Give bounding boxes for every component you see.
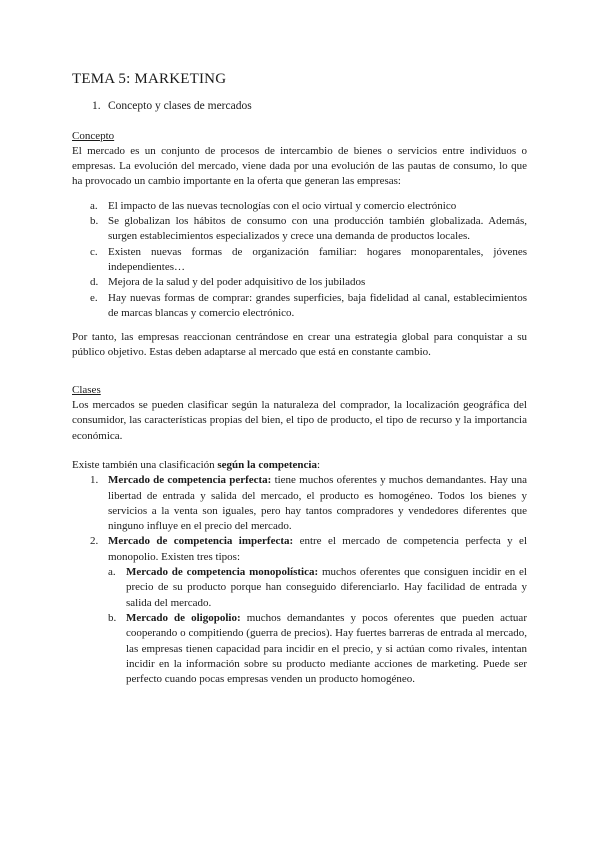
section-label: Concepto y clases de mercados bbox=[108, 100, 252, 113]
list-marker: 2. bbox=[90, 535, 99, 548]
clases-intro: Los mercados se pueden clasificar según la naturaleza del comprador, la localización geográfica del consumidor, las características propias del bien, el tipo de producto, el tipo de recurso y la importancia económica. bbox=[72, 399, 527, 442]
clases-heading: Clases bbox=[72, 383, 101, 396]
list-item-text: entre el mercado de competencia perfecta y el monopolio. Existen tres tipos: bbox=[108, 535, 528, 563]
sublist-item-text: muchos demandantes y pocos oferentes que pueden actuar cooperando o compitiendo (guerra de precios). Hay fuertes barreras de entrada al mercado, las empresas tienen capacidad para incidir en el precio, y si actúan como rivales, intentan incidir en la información sobre su producto mediante acciones de marketing. Puede ser perfecto cuando pocas empresas venden un producto homogéneo. bbox=[126, 611, 527, 686]
concepto-list bbox=[72, 199, 527, 321]
sublist-item-term: Mercado de oligopolio: bbox=[126, 611, 241, 624]
list-item-text: Mejora de la salud y del poder adquisitivo de los jubilados bbox=[108, 276, 366, 289]
section-number: 1. bbox=[92, 100, 101, 113]
list-item bbox=[90, 291, 527, 322]
list-item bbox=[90, 534, 527, 565]
list-item bbox=[90, 245, 527, 276]
list-item bbox=[90, 275, 527, 290]
page-title: TEMA 5: MARKETING bbox=[72, 71, 227, 87]
list-marker: a. bbox=[90, 199, 98, 212]
list-item bbox=[90, 214, 527, 245]
competencia-end: : bbox=[317, 458, 321, 471]
list-item-text: Se globalizan los hábitos de consumo con una producción también globalizada. Además, surgen establecimientos especializados y crece una demanda de productos locales. bbox=[108, 215, 527, 243]
document-page bbox=[72, 72, 527, 687]
sublist-marker: a. bbox=[108, 566, 116, 579]
competencia-sublist bbox=[72, 565, 527, 687]
sublist-item bbox=[108, 565, 527, 611]
sublist-marker: b. bbox=[108, 611, 117, 624]
sublist-item-text: muchos oferentes que consiguen incidir en el precio de su producto porque han conseguido diferenciarlo. Hay facilidad de entrada y salida del mercado. bbox=[126, 566, 527, 609]
list-marker: c. bbox=[90, 245, 98, 258]
competencia-bold: según la competencia bbox=[217, 458, 317, 471]
concepto-heading: Concepto bbox=[72, 129, 115, 142]
concepto-intro: El mercado es un conjunto de procesos de intercambio de bienes o servicios entre individuos o empresas. La evolución del mercado, viene dada por una evolución de las pautas de consumo, lo que ha provocado un cambio importante en la oferta que generan las empresas: bbox=[72, 144, 527, 188]
concepto-conclusion: Por tanto, las empresas reaccionan centrándose en crear una estrategia global para conquistar a su público objetivo. Estas deben adaptarse al mercado que está en constante cambio. bbox=[72, 331, 527, 359]
list-marker: b. bbox=[90, 215, 99, 228]
list-marker: d. bbox=[90, 276, 99, 289]
list-item bbox=[90, 199, 527, 214]
competencia-lead: Existe también una clasificación bbox=[72, 458, 218, 471]
list-marker: 1. bbox=[90, 474, 99, 487]
list-item-text: El impacto de las nuevas tecnologías con el ocio virtual y comercio electrónico bbox=[108, 199, 457, 212]
list-item-term: Mercado de competencia imperfecta: bbox=[108, 535, 294, 548]
competencia-list bbox=[72, 473, 527, 565]
list-item-term: Mercado de competencia perfecta: bbox=[108, 474, 272, 487]
competencia-intro bbox=[72, 458, 527, 473]
list-marker: e. bbox=[90, 291, 98, 304]
list-item-text: Existen nuevas formas de organización familiar: hogares monoparentales, jóvenes independientes… bbox=[108, 245, 527, 273]
section-heading bbox=[92, 99, 527, 114]
sublist-item-term: Mercado de competencia monopolística: bbox=[126, 566, 319, 579]
list-item-text: tiene muchos oferentes y muchos demandantes. Hay una libertad de entrada y salida del mercado, el producto es homogéneo. Todos los bienes y servicios a la venta son iguales, pero hay tantos compradores y vendedores diferentes que ninguno influye en el precio del mercado. bbox=[108, 474, 528, 533]
list-item bbox=[90, 473, 527, 534]
list-item-text: Hay nuevas formas de comprar: grandes superficies, baja fidelidad al canal, establecimientos de marcas blancas y comercio electrónico. bbox=[108, 291, 527, 319]
sublist-item bbox=[108, 611, 527, 687]
